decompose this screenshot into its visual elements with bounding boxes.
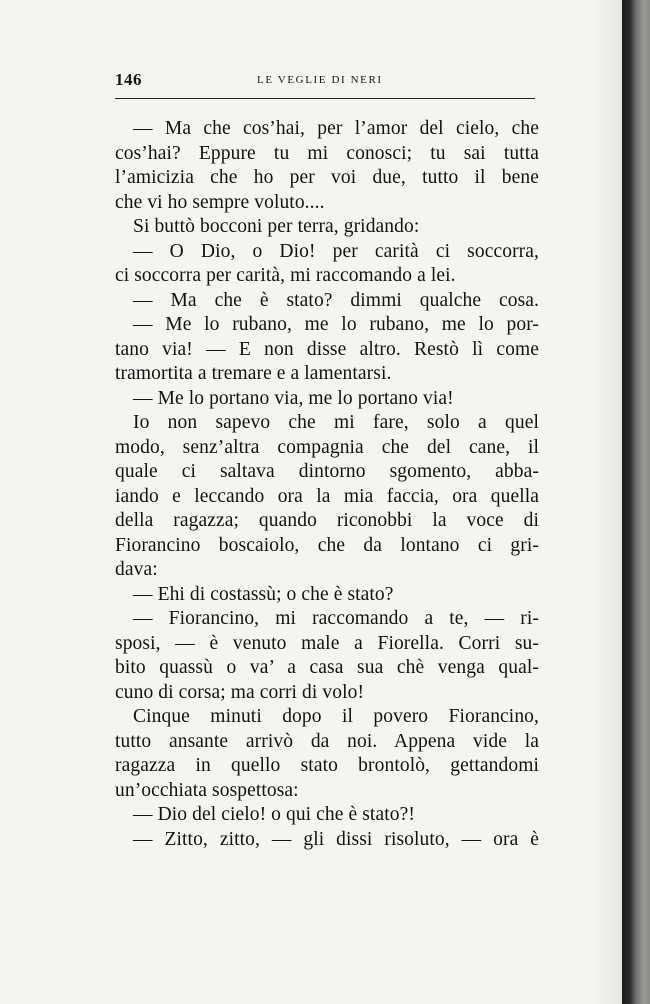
text-line: Cinque minuti dopo il povero Fiorancino,	[133, 706, 539, 727]
text-line: — Fiorancino, mi raccomando a te, — ri-	[133, 608, 539, 629]
text-line: Si buttò bocconi per terra, gridando:	[133, 216, 420, 237]
text-line: un’occhiata sospettosa:	[115, 779, 299, 801]
text-line: — Ehi di costassù; o che è stato?	[133, 583, 394, 605]
text-line: iando e leccando ora la mia faccia, ora quella	[115, 485, 539, 507]
text-line: bito quassù o va’ a casa sua chè venga qual-	[115, 657, 539, 678]
text-line: — Me lo portano via, me lo portano via!	[133, 387, 454, 409]
text-line: tramortita a tremare e a lamentarsi.	[115, 363, 392, 384]
text-line: sposi, — è venuto male a Fiorella. Corri su-	[115, 632, 539, 654]
text-line: dava:	[115, 559, 158, 580]
running-title: LE VEGLIE DI NERI	[257, 74, 383, 86]
text-line: che vi ho sempre voluto....	[115, 191, 325, 213]
page-header	[115, 70, 535, 94]
text-line: della ragazza; quando riconobbi la voce di	[115, 510, 539, 531]
text-line: quale ci saltava dintorno sgomento, abba-	[115, 461, 539, 482]
page-number: 146	[115, 70, 142, 89]
text-line: Io non sapevo che mi fare, solo a quel	[133, 412, 539, 433]
body-text	[115, 117, 539, 852]
text-line: — Ma che è stato? dimmi qualche cosa.	[133, 289, 539, 311]
text-line: — Ma che cos’hai, per l’amor del cielo, che	[133, 118, 539, 139]
text-line: Fiorancino boscaiolo, che da lontano ci gri-	[115, 534, 539, 556]
page-edge-shadow	[622, 0, 650, 1004]
text-line: modo, senz’altra compagnia che del cane, il	[115, 436, 539, 458]
text-line: tutto ansante arrivò da noi. Appena vide la	[115, 730, 539, 752]
header-rule	[115, 98, 535, 99]
text-line: cos’hai? Eppure tu mi conosci; tu sai tutta	[115, 142, 539, 164]
text-line: ragazza in quello stato brontolò, gettandomi	[115, 755, 539, 776]
text-line: l’amicizia che ho per voi due, tutto il bene	[115, 167, 539, 188]
text-line: — O Dio, o Dio! per carità ci soccorra,	[133, 240, 539, 262]
text-line: cuno di corsa; ma corri di volo!	[115, 681, 365, 703]
text-line: — Zitto, zitto, — gli dissi risoluto, — ora è	[133, 828, 539, 850]
text-line: — Me lo rubano, me lo rubano, me lo por-	[133, 314, 539, 335]
text-line: — Dio del cielo! o qui che è stato?!	[133, 804, 415, 825]
text-line: tano via! — E non disse altro. Restò lì come	[115, 338, 539, 360]
text-line: ci soccorra per carità, mi raccomando a lei.	[115, 265, 456, 286]
